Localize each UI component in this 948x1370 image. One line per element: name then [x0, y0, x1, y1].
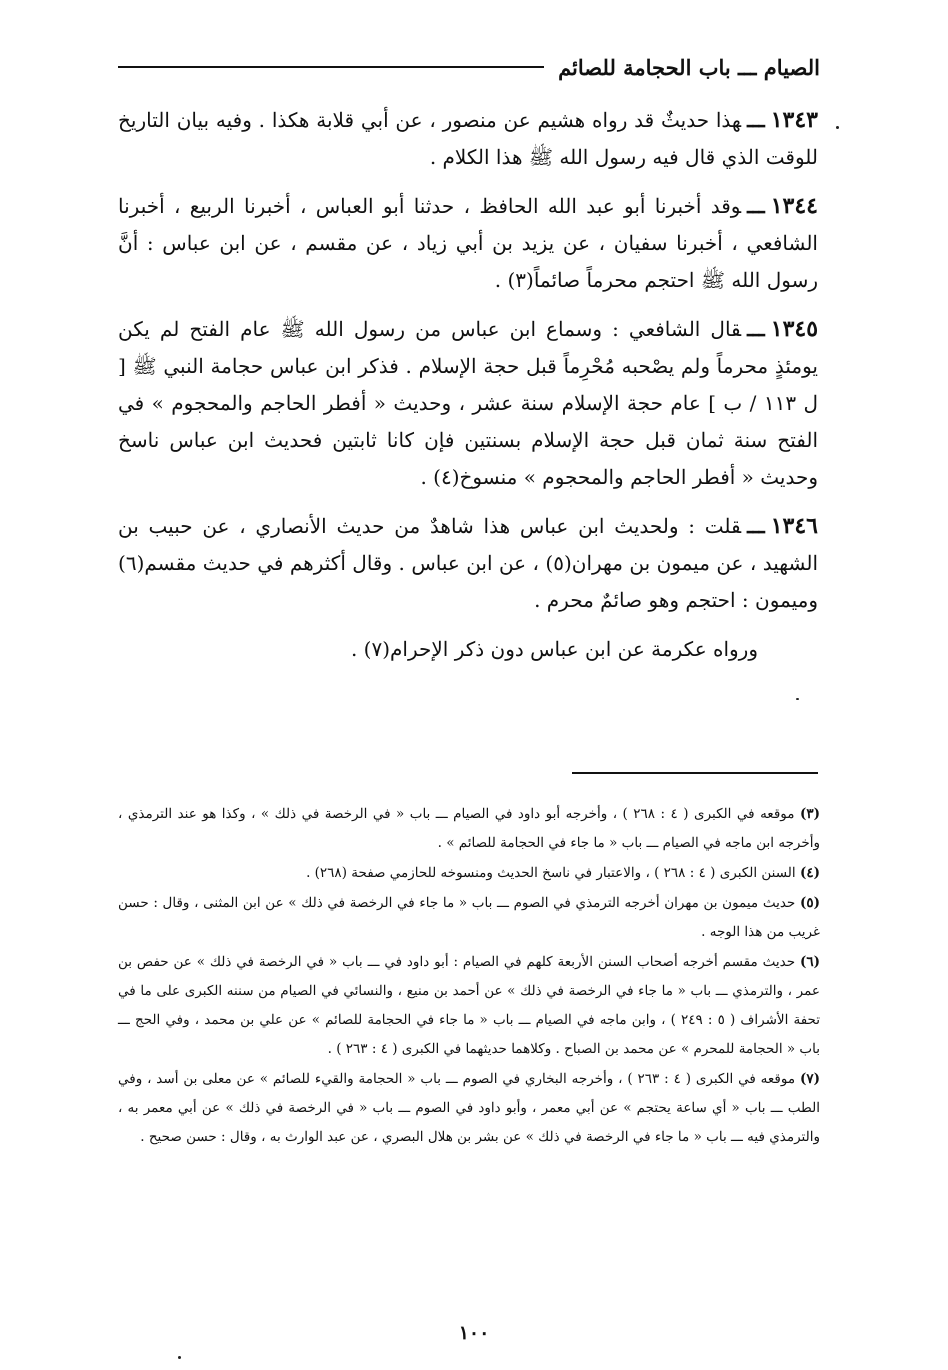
footnote-marker: (٤) [799, 865, 820, 881]
footnote-3 [118, 800, 820, 858]
footnotes [118, 800, 820, 1153]
footnote-text: موقعه في الكبرى ( ٤ : ٢٦٨ ) ، وأخرجه أبو داود في الصيام ـــ باب « في الرخصة في ذلك » ، وكذا هو عند الترمذي ، وأخرجه ابن ماجه في الصيام ـــ باب « ما جاء في الحجامة للصائم » . [118, 806, 820, 851]
main-text [118, 102, 818, 668]
header-title: الصيام ـــ باب الحجامة للصائم [558, 54, 820, 80]
footnote-divider [572, 772, 818, 774]
page-number: ١٠٠ [458, 1322, 490, 1344]
footnote-7 [118, 1065, 820, 1152]
paragraph-1343: ١٣٤٣ـــهذا حديثٌ قد رواه هشيم عن منصور ، عن أبي قلابة هكذا . وفيه بيان التاريخ للوقت الذي قال فيه رسول الله ﷺ هذا الكلام . [118, 107, 818, 169]
scan-speck [796, 698, 799, 700]
footnote-text: حديث مقسم أخرجه أصحاب السنن الأربعة كلهم في الصيام : أبو داود في ـــ باب « في الرخصة في ذلك » عن حفص بن عمر ، والترمذي ـــ باب « ما جاء في الرخصة في ذلك » عن أحمد بن منيع ، والنسائي في الصيام من سننه الكبرى على ما في تحفة الأشراف ( ٥ : ٢٤٩ ) ، وابن ماجه في الصيام ـــ باب « ما جاء في الحجامة للصائم » عن علي بن محمد ، وفي الحج ـــ باب « الحجامة للمحرم » عن محمد بن الصباح . وكلاهما حديثهما في الكبرى ( ٤ : ٢٦٣ ) . [118, 954, 821, 1057]
footnote-marker: (٥) [799, 895, 820, 911]
paragraph-text: هذا حديثٌ قد رواه هشيم عن منصور ، عن أبي قلابة هكذا . وفيه بيان التاريخ للوقت الذي قال فيه رسول الله ﷺ هذا الكلام . [118, 108, 818, 169]
header-rule [118, 66, 544, 68]
paragraph-number: ١٣٤٣ [770, 107, 818, 133]
paragraph-number: ١٣٤٤ [770, 193, 818, 219]
paragraph-text: وقد أخبرنا أبو عبد الله الحافظ ، حدثنا أبو العباس ، أخبرنا الربيع ، أخبرنا الشافعي ، أخبرنا سفيان ، عن يزيد بن أبي زياد ، عن مقسم ، عن ابن عباس : أنَّ رسول الله ﷺ احتجم محرماً صائماً(٣) . [118, 194, 818, 292]
paragraph-1344: ١٣٤٤ـــوقد أخبرنا أبو عبد الله الحافظ ، حدثنا أبو العباس ، أخبرنا الربيع ، أخبرنا الشافعي ، أخبرنا سفيان ، عن يزيد بن أبي زياد ، عن مقسم ، عن ابن عباس : أنَّ رسول الله ﷺ احتجم محرماً صائماً(٣) . [118, 193, 818, 292]
running-header [118, 52, 820, 82]
paragraph-number: ١٣٤٥ [770, 316, 819, 342]
footnote-6 [118, 948, 820, 1064]
footnote-text: موقعه في الكبرى ( ٤ : ٢٦٣ ) ، وأخرجه البخاري في الصوم ـــ باب « الحجامة والقيء للصائم » عن معلى بن أسد ، وفي الطب ـــ باب « أي ساعة يحتجم » عن أبي معمر ، وأبو داود في الصوم ـــ باب « في الرخصة في ذلك » عن أبي معمر به ، والترمذي فيه ـــ باب « ما جاء في الرخصة في ذلك » عن بشر بن هلال البصري ، عن عبد الوارث به ، وقال : حسن صحيح . [118, 1071, 820, 1145]
footnote-text: حديث ميمون بن مهران أخرجه الترمذي في الصوم ـــ باب « ما جاء في الرخصة في ذلك » عن ابن المثنى ، وقال : حسن غريب من هذا الوجه . [118, 895, 820, 940]
footnote-marker: (٦) [799, 954, 820, 970]
closing-line: ورواه عكرمة عن ابن عباس دون ذكر الإحرام(٧) . [350, 637, 758, 661]
footnote-marker: (٣) [799, 806, 820, 822]
footnote-marker: (٧) [799, 1071, 820, 1087]
paragraph-1346: ١٣٤٦ـــقلت : ولحديث ابن عباس هذا شاهدٌ من حديث الأنصاري ، عن حبيب بن الشهيد ، عن ميمون بن مهران(٥) ، عن ابن عباس . وقال أكثرهم في حديث مقسم(٦) وميمون : احتجم وهو صائمٌ محرم . [118, 513, 818, 612]
paragraph-text: قال الشافعي : وسماع ابن عباس من رسول الله ﷺ عام الفتح لم يكن يومئذٍ محرماً ولم يصْحبه مُحْرِماً قبل حجة الإسلام . فذكر ابن عباس حجامة النبي ﷺ [ ل ١١٣ / ب ] عام حجة الإسلام سنة عشر ، وحديث « أفطر الحاجم والمحجوم » في الفتح سنة ثمان قبل حجة الإسلام بسنتين فإن كانا ثابتين فحديث ابن عباس ناسخ وحديث « أفطر الحاجم والمحجوم » منسوخ(٤) . [118, 317, 818, 489]
scan-speck [836, 126, 839, 129]
footnote-text: السنن الكبرى ( ٤ : ٢٦٨ ) ، والاعتبار في ناسخ الحديث ومنسوخه للحازمي صفحة (٢٦٨) . [306, 865, 796, 881]
paragraph-text: قلت : ولحديث ابن عباس هذا شاهدٌ من حديث الأنصاري ، عن حبيب بن الشهيد ، عن ميمون بن مهران(٥) ، عن ابن عباس . وقال أكثرهم في حديث مقسم(٦) وميمون : احتجم وهو صائمٌ محرم . [118, 514, 818, 612]
footnote-5 [118, 889, 820, 947]
paragraph-1345: ١٣٤٥ـــقال الشافعي : وسماع ابن عباس من رسول الله ﷺ عام الفتح لم يكن يومئذٍ محرماً ولم يصْحبه مُحْرِماً قبل حجة الإسلام . فذكر ابن عباس حجامة النبي ﷺ [ ل ١١٣ / ب ] عام حجة الإسلام سنة عشر ، وحديث « أفطر الحاجم والمحجوم » في الفتح سنة ثمان قبل حجة الإسلام بسنتين فإن كانا ثابتين فحديث ابن عباس ناسخ وحديث « أفطر الحاجم والمحجوم » منسوخ(٤) . [118, 316, 819, 489]
scan-speck [178, 1356, 181, 1359]
footnote-4 [118, 859, 820, 888]
paragraph-number: ١٣٤٦ [770, 513, 818, 539]
